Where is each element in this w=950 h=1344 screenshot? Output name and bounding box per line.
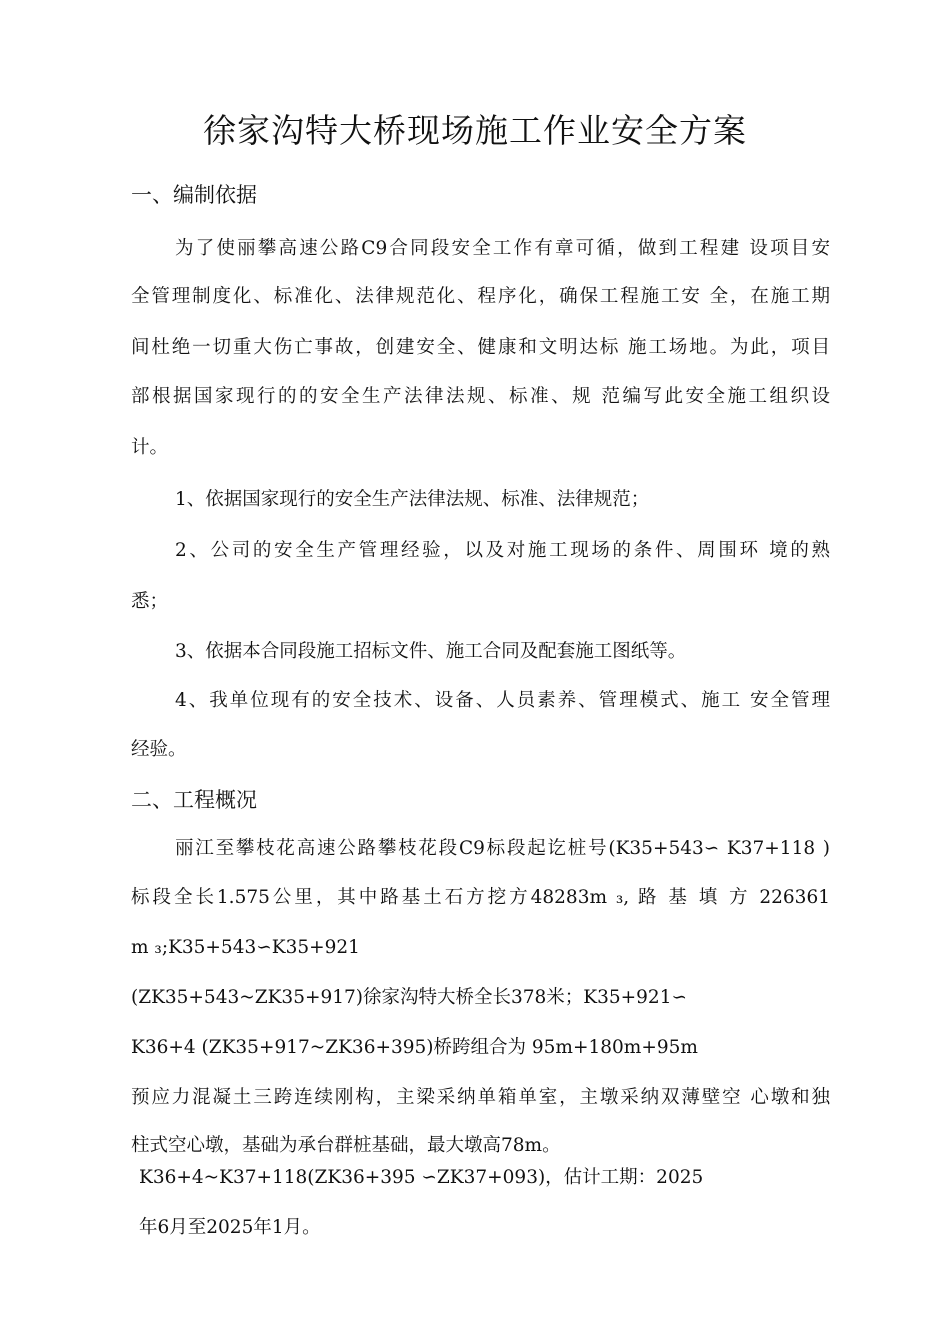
paragraph-line: K36+4~K37+118(ZK36+395 ∽ZK37+093)，估计工期：2025 [139, 1167, 704, 1188]
paragraph-line: 间杜绝一切重大伤亡事故，创建安全、健康和文明达标 施工场地。为此，项目 [131, 337, 830, 358]
list-item: 3、依据本合同段施工招标文件、施工合同及配套施工图纸等。 [175, 641, 687, 662]
paragraph-line: (ZK35+543~ZK35+917)徐家沟特大桥全长378米；K35+921∽ [131, 987, 687, 1008]
paragraph-line: K36+4 (ZK35+917~ZK36+395)桥跨组合为 95m+180m+95m [131, 1037, 698, 1058]
section-heading-basis: 一、编制依据 [131, 183, 257, 207]
list-item-continuation: 经验。 [131, 739, 187, 760]
paragraph-line: 部根据国家现行的的安全生产法律法规、标准、规 范编写此安全施工组织设 [131, 386, 830, 407]
list-item: 1、依据国家现行的安全生产法律法规、标准、法律规范； [175, 489, 650, 510]
document-title: 徐家沟特大桥现场施工作业安全方案 [203, 111, 747, 150]
paragraph-line: 全管理制度化、标准化、法律规范化、程序化，确保工程施工安 全，在施工期 [131, 286, 830, 307]
paragraph-line: 年6月至2025年1月。 [139, 1217, 321, 1238]
list-item: 4、我单位现有的安全技术、设备、人员素养、管理模式、施工 安全管理 [175, 690, 830, 711]
section-heading-overview: 二、工程概况 [131, 788, 257, 812]
paragraph-line: 标段全长1.575公里，其中路基土石方挖方48283m ₃, 路 基 填 方 226361 [131, 887, 830, 908]
paragraph-line: 计。 [131, 437, 169, 458]
paragraph-line: 柱式空心墩，基础为承台群桩基础，最大墩高78m。 [131, 1135, 561, 1156]
list-item-continuation: 悉； [131, 591, 169, 612]
paragraph-line: 为了使丽攀高速公路C9合同段安全工作有章可循，做到工程建 设项目安 [175, 238, 830, 259]
list-item: 2、公司的安全生产管理经验，以及对施工现场的条件、周围环 境的熟 [175, 540, 830, 561]
paragraph-line: m ₃;K35+543∽K35+921 [131, 937, 360, 958]
paragraph-line: 预应力混凝土三跨连续刚构，主梁采纳单箱单室，主墩采纳双薄壁空 心墩和独 [131, 1087, 830, 1108]
paragraph-line: 丽江至攀枝花高速公路攀枝花段C9标段起讫桩号(K35+543∽ K37+118 ) [175, 838, 830, 859]
